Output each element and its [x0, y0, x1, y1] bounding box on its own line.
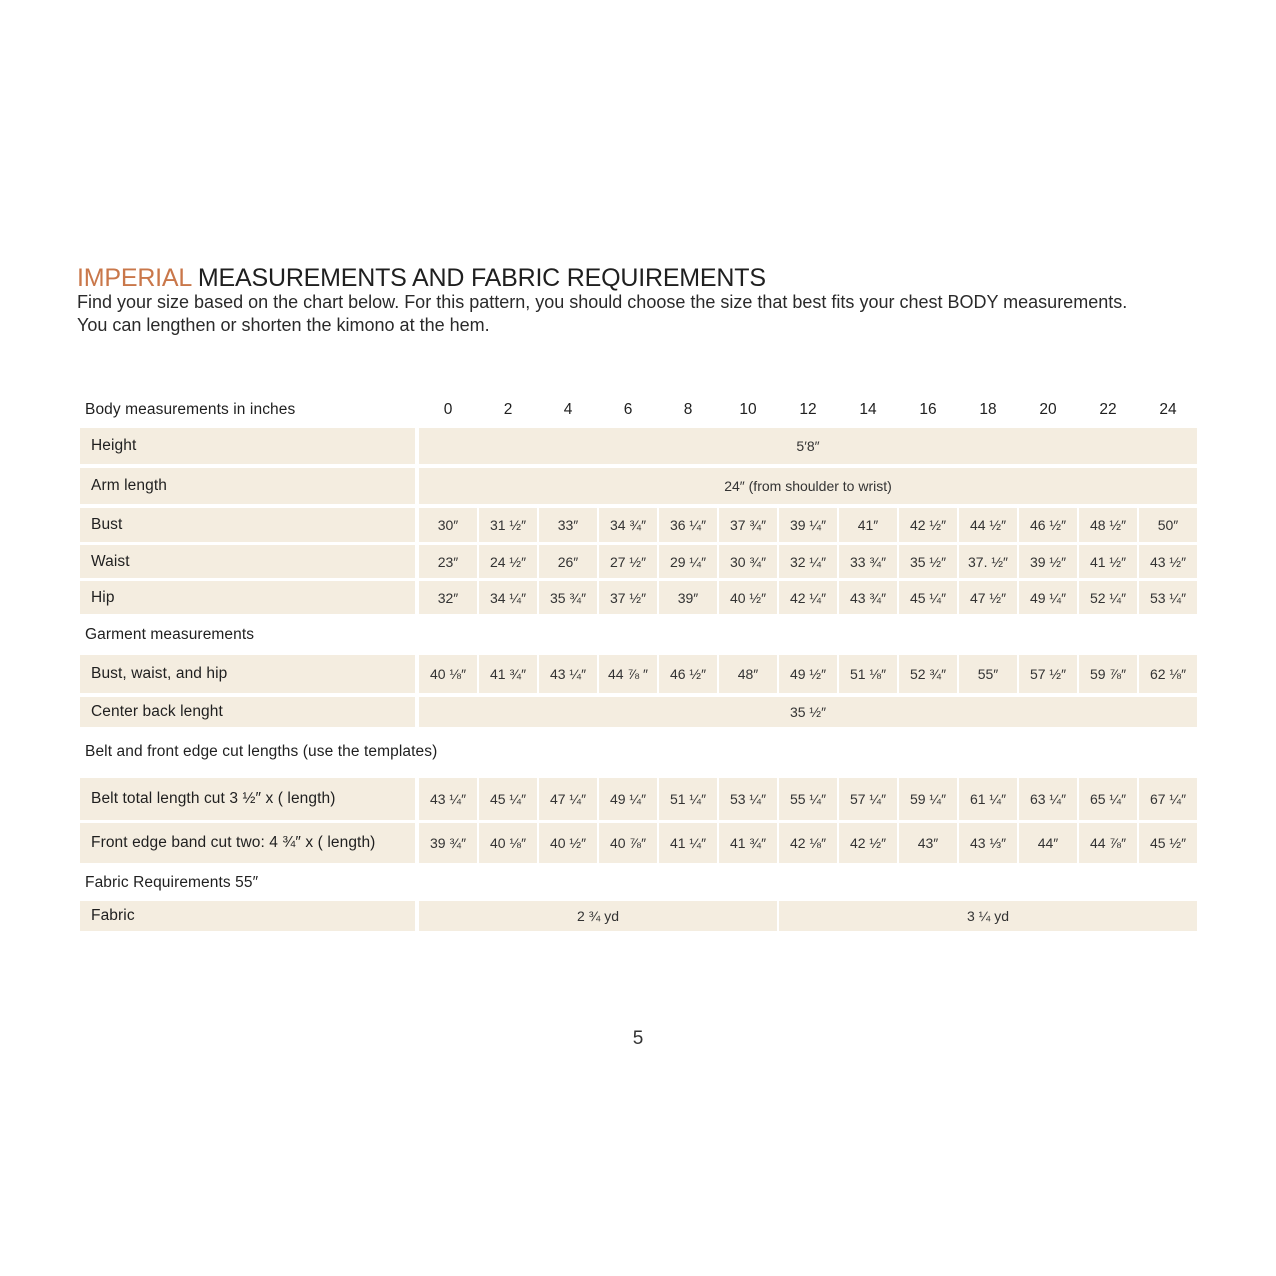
belt-cell: 63 ¼″: [1019, 778, 1077, 820]
band-label: Front edge band cut two: 4 ¾″ x ( length): [80, 823, 415, 863]
band-cell: 42 ⅛″: [779, 823, 837, 863]
bwh-cell: 57 ½″: [1019, 655, 1077, 693]
size-header: 12: [799, 401, 817, 418]
arm-length-value: 24″ (from shoulder to wrist): [419, 468, 1197, 504]
belt-cell: 57 ¼″: [839, 778, 897, 820]
bust-cell: 50″: [1139, 508, 1197, 542]
bwh-cell: 51 ⅛″: [839, 655, 897, 693]
hip-cell: 52 ¼″: [1079, 581, 1137, 614]
waist-cell: 29 ¼″: [659, 545, 717, 578]
waist-cell: 35 ½″: [899, 545, 957, 578]
band-cell: 44 ⅞″: [1079, 823, 1137, 863]
waist-cell: 24 ½″: [479, 545, 537, 578]
waist-cell: 39 ½″: [1019, 545, 1077, 578]
hip-cell: 35 ¾″: [539, 581, 597, 614]
waist-cell: 26″: [539, 545, 597, 578]
size-header: 2: [503, 401, 513, 418]
belt-cell: 67 ¼″: [1139, 778, 1197, 820]
bwh-cell: 62 ⅛″: [1139, 655, 1197, 693]
belt-cell: 55 ¼″: [779, 778, 837, 820]
band-cell: 44″: [1019, 823, 1077, 863]
band-cell: 41 ¾″: [719, 823, 777, 863]
size-header: 6: [623, 401, 633, 418]
fabric-label: Fabric: [80, 901, 415, 931]
size-header: 0: [443, 401, 453, 418]
bwh-label: Bust, waist, and hip: [80, 655, 415, 693]
hip-cell: 53 ¼″: [1139, 581, 1197, 614]
size-header: 18: [979, 401, 997, 418]
hip-cell: 32″: [419, 581, 477, 614]
arm-length-label: Arm length: [80, 468, 415, 504]
hip-cell: 40 ½″: [719, 581, 777, 614]
intro-line-2: You can lengthen or shorten the kimono at the hem.: [77, 315, 490, 335]
waist-cell: 32 ¼″: [779, 545, 837, 578]
bwh-cell: 49 ½″: [779, 655, 837, 693]
bust-cell: 42 ½″: [899, 508, 957, 542]
bwh-cell: 44 ⅞ ″: [599, 655, 657, 693]
size-header: 20: [1039, 401, 1057, 418]
bust-cell: 48 ½″: [1079, 508, 1137, 542]
bust-cell: 46 ½″: [1019, 508, 1077, 542]
garment-section-label: Garment measurements: [85, 626, 255, 643]
band-cell: 39 ¾″: [419, 823, 477, 863]
hip-label: Hip: [80, 581, 415, 614]
band-cell: 40 ½″: [539, 823, 597, 863]
size-header: 14: [859, 401, 877, 418]
hip-cell: 42 ¼″: [779, 581, 837, 614]
belt-cell: 49 ¼″: [599, 778, 657, 820]
bust-label: Bust: [80, 508, 415, 542]
intro-line-1: Find your size based on the chart below. For this pattern, you should choose the size that best fits your chest BODY measurements.: [77, 292, 1128, 312]
band-cell: 43″: [899, 823, 957, 863]
height-label: Height: [80, 428, 415, 464]
belt-cell: 51 ¼″: [659, 778, 717, 820]
bust-cell: 34 ¾″: [599, 508, 657, 542]
bwh-cell: 43 ¼″: [539, 655, 597, 693]
bwh-cell: 41 ¾″: [479, 655, 537, 693]
center-back-value: 35 ½″: [419, 697, 1197, 727]
belt-cell: 65 ¼″: [1079, 778, 1137, 820]
size-header: 22: [1099, 401, 1117, 418]
fabric-value-small: 2 ¾ yd: [419, 901, 777, 931]
bust-cell: 44 ½″: [959, 508, 1017, 542]
belt-cell: 45 ¼″: [479, 778, 537, 820]
band-cell: 41 ¼″: [659, 823, 717, 863]
hip-cell: 39″: [659, 581, 717, 614]
hip-cell: 34 ¼″: [479, 581, 537, 614]
belt-cell: 59 ¼″: [899, 778, 957, 820]
waist-cell: 41 ½″: [1079, 545, 1137, 578]
bwh-cell: 48″: [719, 655, 777, 693]
belt-label: Belt total length cut 3 ½″ x ( length): [80, 778, 415, 820]
fabric-section-label: Fabric Requirements 55″: [85, 874, 259, 891]
waist-label: Waist: [80, 545, 415, 578]
bust-cell: 36 ¼″: [659, 508, 717, 542]
size-header: 24: [1159, 401, 1177, 418]
bust-cell: 37 ¾″: [719, 508, 777, 542]
waist-cell: 27 ½″: [599, 545, 657, 578]
hip-cell: 47 ½″: [959, 581, 1017, 614]
waist-cell: 33 ¾″: [839, 545, 897, 578]
band-cell: 40 ⅞″: [599, 823, 657, 863]
hip-cell: 49 ¼″: [1019, 581, 1077, 614]
size-header: 8: [683, 401, 693, 418]
waist-cell: 37. ½″: [959, 545, 1017, 578]
center-back-label: Center back lenght: [80, 697, 415, 727]
hip-cell: 37 ½″: [599, 581, 657, 614]
belt-section-label: Belt and front edge cut lengths (use the templates): [85, 743, 438, 760]
hip-cell: 45 ¼″: [899, 581, 957, 614]
sizes-header-label: Body measurements in inches: [85, 401, 296, 418]
page-number: 5: [632, 1028, 644, 1049]
size-header: 10: [739, 401, 757, 418]
bwh-cell: 55″: [959, 655, 1017, 693]
band-cell: 43 ⅓″: [959, 823, 1017, 863]
bwh-cell: 40 ⅛″: [419, 655, 477, 693]
bwh-cell: 59 ⅞″: [1079, 655, 1137, 693]
size-header: 4: [563, 401, 573, 418]
height-value: 5′8″: [419, 428, 1197, 464]
bust-cell: 39 ¼″: [779, 508, 837, 542]
belt-cell: 43 ¼″: [419, 778, 477, 820]
belt-cell: 61 ¼″: [959, 778, 1017, 820]
size-chart-table: [80, 0, 1197, 1276]
band-cell: 42 ½″: [839, 823, 897, 863]
hip-cell: 43 ¾″: [839, 581, 897, 614]
band-cell: 40 ⅛″: [479, 823, 537, 863]
bust-cell: 31 ½″: [479, 508, 537, 542]
belt-cell: 53 ¼″: [719, 778, 777, 820]
bust-cell: 30″: [419, 508, 477, 542]
belt-cell: 47 ¼″: [539, 778, 597, 820]
band-cell: 45 ½″: [1139, 823, 1197, 863]
waist-cell: 30 ¾″: [719, 545, 777, 578]
bust-cell: 41″: [839, 508, 897, 542]
size-header: 16: [919, 401, 937, 418]
waist-cell: 23″: [419, 545, 477, 578]
fabric-value-large: 3 ¼ yd: [779, 901, 1197, 931]
bwh-cell: 52 ¾″: [899, 655, 957, 693]
title-rest: MEASUREMENTS AND FABRIC REQUIREMENTS: [191, 264, 766, 292]
waist-cell: 43 ½″: [1139, 545, 1197, 578]
title-accent: IMPERIAL: [77, 264, 192, 292]
bust-cell: 33″: [539, 508, 597, 542]
bwh-cell: 46 ½″: [659, 655, 717, 693]
